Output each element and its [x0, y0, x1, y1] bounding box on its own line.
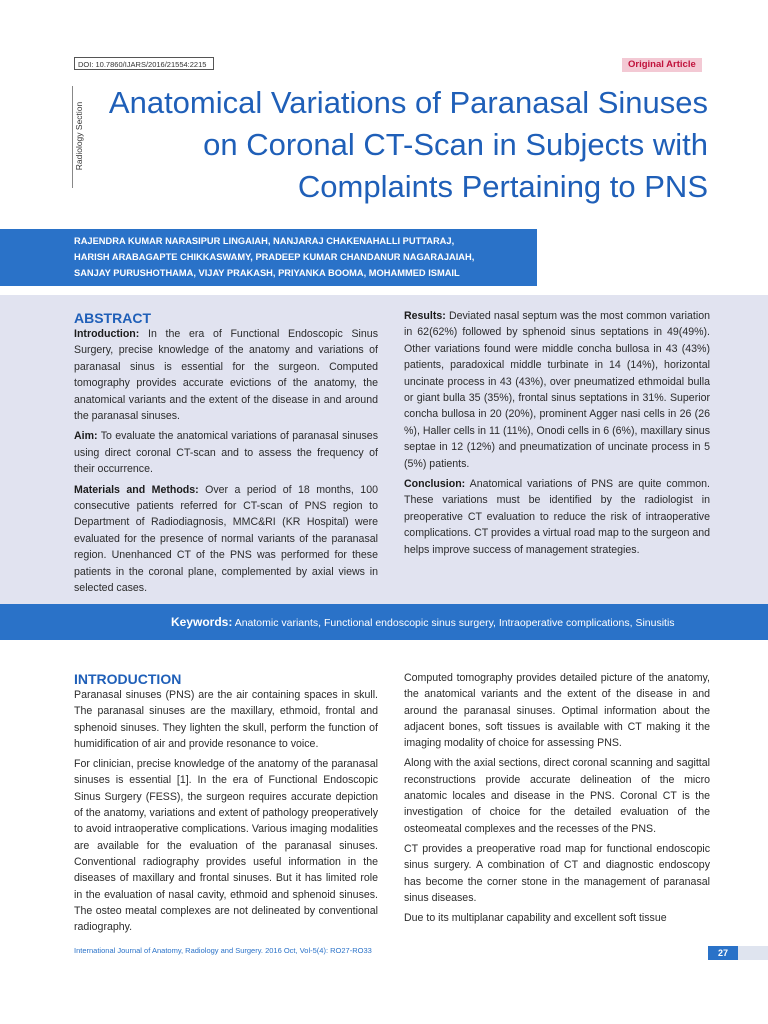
- intro-paragraph: Due to its multiplanar capability and excellent soft tissue: [404, 912, 667, 925]
- introduction-left-column: [74, 671, 378, 939]
- article-type-badge: Original Article: [622, 58, 702, 72]
- introduction-heading: INTRODUCTION: [74, 671, 182, 687]
- abstract-right-column: [404, 308, 710, 558]
- intro-paragraph: Paranasal sinuses (PNS) are the air containing spaces in skull. The paranasal sinuses are the maxillary, ethmoid, frontal and sphenoid sinuses. They lighten the skull, perform the function of humidification of air and provide resonance to voice.: [74, 689, 378, 750]
- keywords-label: Keywords:: [171, 615, 233, 629]
- page-number-bar: [738, 946, 768, 960]
- abstract-conclusion: [404, 476, 710, 558]
- abstract-left-column: [74, 310, 378, 597]
- keywords-box: [163, 610, 723, 634]
- aim-label: Aim:: [74, 430, 98, 443]
- section-label: Radiology Section: [74, 101, 84, 171]
- abstract-methods: [74, 482, 378, 597]
- intro-paragraph: CT provides a preoperative road map for functional endoscopic sinus surgery. A combination of CT and diagnostic endoscopy has become the corner stone in the management of paranasal sinus diseases.: [404, 842, 710, 904]
- methods-label: Materials and Methods:: [74, 483, 199, 496]
- author-line: HARISH ARABAGAPTE CHIKKASWAMY, PRADEEP KUMAR CHANDANUR NAGARAJAIAH,: [74, 252, 475, 262]
- author-line: RAJENDRA KUMAR NARASIPUR LINGAIAH, NANJARAJ CHAKENAHALLI PUTTARAJ,: [74, 236, 455, 246]
- abstract-aim: [74, 428, 378, 477]
- conclusion-label: Conclusion:: [404, 478, 466, 491]
- aim-text: To evaluate the anatomical variations of paranasal sinuses using direct coronal CT-scan and to assess the frequency of their occurrence.: [74, 430, 378, 476]
- methods-text: Over a period of 18 months, 100 consecutive patients referred for CT-scan of PNS region to Department of Radiodiagnosis, MMC&RI (KR Hospital) were evaluated for the presence of normal variants of the paranasal region. Unenhanced CT of the PNS was performed for these patients in the coronal plane, complemented by axial views in selected cases.: [74, 483, 378, 595]
- footer-citation: International Journal of Anatomy, Radiology and Surgery. 2016 Oct, Vol-5(4): RO27-RO33: [74, 946, 372, 955]
- keywords: [163, 610, 723, 635]
- results-text: Deviated nasal septum was the most common variation in 62(62%) followed by sphenoid sinus septations in 49(49%). Other variations found were middle concha bullosa in 43 (43%) patients, paradoxical middle turbinate in 14 (14%), horizontal uncinate process in 43 (43%), over pneumatized ethmoidal bulla or giant bulla 35 (35%), frontal sinus septations in 31%. Superior concha bullosa in 20 (20%), prominent Agger nasi cells in 26 (26 %), Haller cells in 11 (11%), Onodi cells in 6 (6%), maxillary sinus septae in 12 (12%) and pneumatization of uncinate process in 5 (5%) patients.: [404, 310, 710, 470]
- abstract-heading: ABSTRACT: [74, 310, 151, 326]
- conclusion-text: Anatomical variations of PNS are quite common. These variations must be identified by the radiologist in preoperative CT evaluation to reduce the risk of intraoperative complications. CT provides a virtual road map to the surgeon and helps improve success of management strategies.: [404, 478, 711, 556]
- author-list: [74, 233, 534, 281]
- article-title: Anatomical Variations of Paranasal Sinuses on Coronal CT-Scan in Subjects with Complaints Pertaining to PNS: [108, 85, 708, 204]
- abstract-results: [404, 308, 710, 472]
- intro-paragraph: Computed tomography provides detailed picture of the anatomy, the anatomical variants and the extent of the disease in and around the paranasal sinuses. Optimal information about the adjacent bones, soft tissues is available with CT making it the imaging modality of choice for assessing PNS.: [404, 672, 710, 750]
- doi-label: DOI: 10.7860/IJARS/2016/21554:2215: [74, 57, 214, 70]
- introduction-text: In the era of Functional Endoscopic Sinus Surgery, precise knowledge of the anatomy and variations of paranasal sinus is essential for the surgeon. Computed tomography provides accurate evictions of the anatomy, the anatomical variants and the extent of the disease in and around the paranasal sinuses.: [74, 328, 378, 423]
- author-line: SANJAY PURUSHOTHAMA, VIJAY PRAKASH, PRIYANKA BOOMA, MOHAMMED ISMAIL: [74, 268, 460, 278]
- introduction-right-column: [404, 670, 710, 930]
- intro-paragraph: For clinician, precise knowledge of the anatomy of the paranasal sinuses is essential [1]. In the era of Functional Endoscopic Sinus Surgery (FESS), the surgeon requires accurate depiction of the anatomy, variations and extent of pathology preoperatively to avoid intraoperative complications. Various imaging modalities are available for the evaluation of the paranasal sinuses. Conventional radiography provides useful information in the diseases of maxillary and frontal sinuses. But it has limited role in the evaluation of nasal cavity, ethmoid and sphenoid sinuses. The osteo meatal complexes are not delineated by conventional radiography.: [74, 758, 378, 934]
- results-label: Results:: [404, 310, 446, 322]
- intro-paragraph: Along with the axial sections, direct coronal scanning and sagittal reconstructions provide accurate delineation of the micro anatomic locales and disease in the PNS. Coronal CT is the investigation of choice for the detailed evaluation of the osteomeatal complexes and the recesses of the PNS.: [404, 757, 710, 835]
- abstract-introduction: [74, 326, 378, 424]
- keywords-text: Anatomic variants, Functional endoscopic sinus surgery, Intraoperative complications, Sinusitis: [232, 617, 675, 629]
- page-number: 27: [708, 946, 738, 960]
- introduction-label: Introduction:: [74, 328, 140, 340]
